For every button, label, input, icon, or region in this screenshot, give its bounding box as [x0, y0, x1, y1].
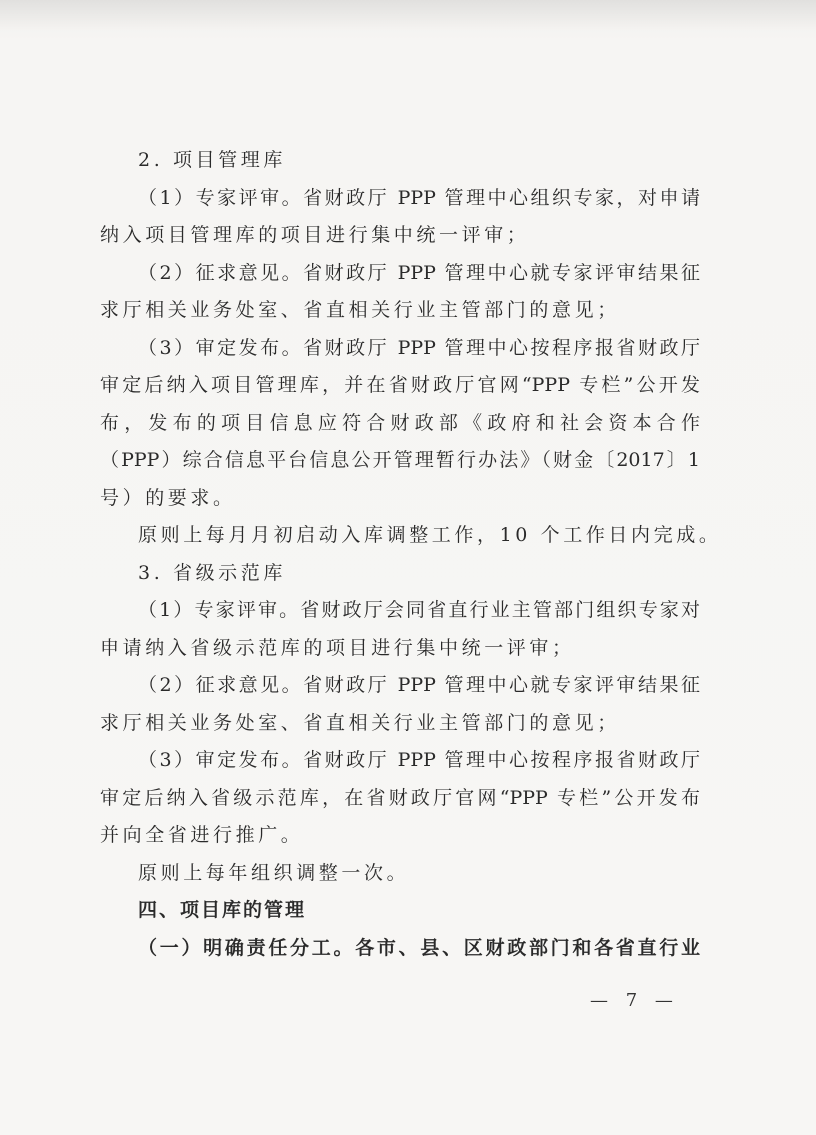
- paragraph-line: 审定后纳入项目管理库，并在省财政厅官网“PPP 专栏”公开发: [100, 374, 700, 396]
- paragraph-line: 布，发布的项目信息应符合财政部《政府和社会资本合作: [100, 411, 700, 434]
- paragraph-line: 号）的要求。: [100, 486, 236, 509]
- document-body: [100, 142, 722, 967]
- paragraph-line: 审定后纳入省级示范库，在省财政厅官网“PPP 专栏”公开发布: [100, 786, 700, 809]
- paragraph-line: （2）征求意见。省财政厅 PPP 管理中心就专家评审结果征: [138, 674, 700, 696]
- paragraph-line: 原则上每月月初启动入库调整工作，10 个工作日内完成。: [138, 524, 722, 546]
- paragraph-line: （3）审定发布。省财政厅 PPP 管理中心按程序报省财政厅: [138, 336, 700, 359]
- paragraph-line: （1）专家评审。省财政厅会同省直行业主管部门组织专家对: [138, 599, 700, 621]
- scan-shadow: [0, 0, 816, 30]
- section-heading-project-management: 2. 项目管理库: [138, 149, 286, 171]
- paragraph-line: （PPP）综合信息平台信息公开管理暂行办法》（财金〔2017〕1: [100, 449, 700, 471]
- paragraph-line: （3）审定发布。省财政厅 PPP 管理中心按程序报省财政厅: [138, 749, 700, 771]
- chapter-heading-library-management: 四、项目库的管理: [138, 899, 307, 921]
- paragraph-line: 求厅相关业务处室、省直相关行业主管部门的意见；: [100, 711, 620, 734]
- paragraph-line: 申请纳入省级示范库的项目进行集中统一评审；: [100, 636, 575, 659]
- paragraph-line: 纳入项目管理库的项目进行集中统一评审；: [100, 224, 530, 246]
- paragraph-line: （2）征求意见。省财政厅 PPP 管理中心就专家评审结果征: [138, 261, 700, 284]
- paragraph-line: 求厅相关业务处室、省直相关行业主管部门的意见；: [100, 299, 620, 321]
- paragraph-line: 原则上每年组织调整一次。: [138, 861, 410, 884]
- paragraph-line: （一）明确责任分工。各市、县、区财政部门和各省直行业: [138, 936, 700, 959]
- page-number: — 7 —: [590, 990, 679, 1011]
- paragraph-line: 并向全省进行推广。: [100, 824, 304, 846]
- paragraph-line: （1）专家评审。省财政厅 PPP 管理中心组织专家，对申请: [138, 186, 700, 209]
- section-heading-provincial-demo: 3. 省级示范库: [138, 561, 286, 584]
